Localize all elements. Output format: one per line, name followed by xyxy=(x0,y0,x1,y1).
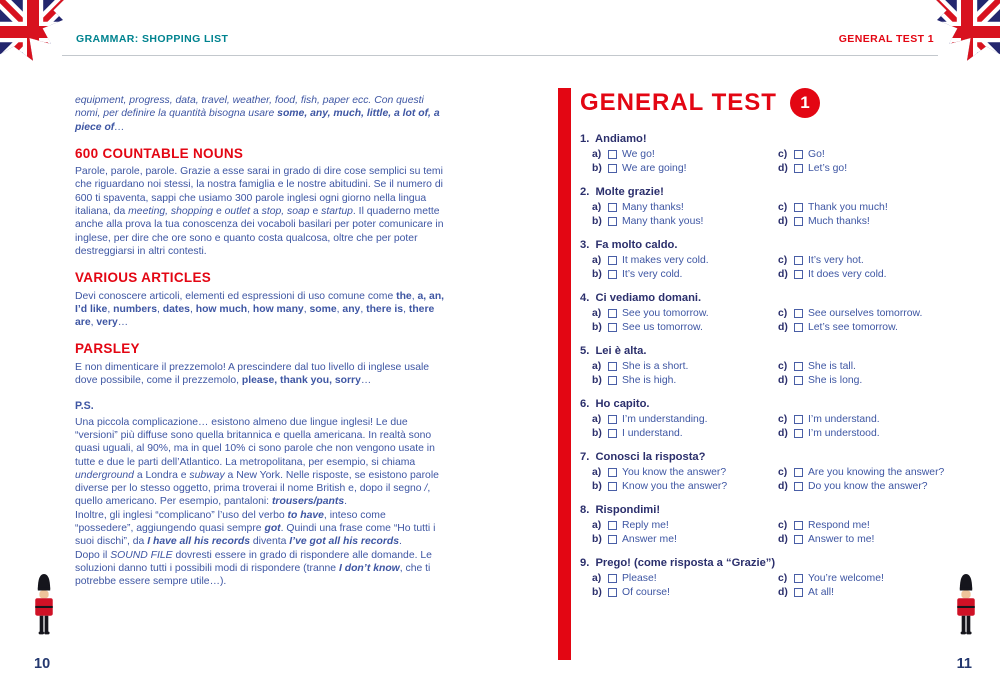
option-text: Go! xyxy=(808,149,825,160)
text-segment: , quello americano. Per esempio, pantaloni: xyxy=(75,483,431,508)
ps-paragraph xyxy=(75,416,446,509)
question-text: Ci vediamo domani. xyxy=(592,292,702,304)
text-segment: very xyxy=(96,317,118,329)
text-segment: E non dimenticare il prezzemolo! A prescindere dal tuo livello di inglese usale dove possibile, come il prezzemolo, xyxy=(75,361,430,387)
section-heading-countable-nouns: 600 COUNTABLE NOUNS xyxy=(75,145,244,161)
question-options xyxy=(580,573,938,598)
text-segment: a Londra e xyxy=(133,469,190,481)
text-segment: , che ti potrebbe essere sempre utile…). xyxy=(75,562,431,588)
answer-checkbox[interactable] xyxy=(608,468,617,477)
text-segment: , xyxy=(189,303,196,315)
question-number: 9. xyxy=(580,557,590,569)
option-label: d) xyxy=(778,163,788,174)
answer-checkbox[interactable] xyxy=(608,150,617,159)
option-text: It’s very cold. xyxy=(622,269,683,280)
answer-option xyxy=(592,163,778,174)
answer-checkbox[interactable] xyxy=(608,362,617,371)
text-segment: . Quindi una frase come “Ho tutti i suoi dischi”, da xyxy=(75,523,436,548)
union-jack-flag-icon xyxy=(0,0,70,68)
text-segment: diventa xyxy=(250,536,290,548)
text-segment: I’ve got all his records xyxy=(289,536,400,548)
answer-option xyxy=(778,573,938,584)
option-label: b) xyxy=(592,375,602,386)
text-segment: a xyxy=(250,206,262,218)
question-options xyxy=(580,361,938,386)
answer-checkbox[interactable] xyxy=(794,309,803,318)
option-text: You’re welcome! xyxy=(808,573,884,584)
answer-option xyxy=(592,534,778,545)
right-page xyxy=(580,88,945,610)
option-label: d) xyxy=(778,375,788,386)
question-block xyxy=(580,292,938,333)
text-segment: outlet xyxy=(224,206,251,218)
option-label: a) xyxy=(592,149,602,160)
question-block xyxy=(580,186,938,227)
option-label: a) xyxy=(592,414,602,425)
question-options xyxy=(580,414,938,439)
question-options xyxy=(580,202,938,227)
question-heading xyxy=(580,133,938,145)
text-segment: Dopo il xyxy=(75,549,111,561)
text-segment: , xyxy=(157,303,163,315)
option-text: Much thanks! xyxy=(808,216,870,227)
question-block xyxy=(580,398,938,439)
question-block xyxy=(580,504,938,545)
question-text: Conosci la risposta? xyxy=(592,451,706,463)
question-number: 2. xyxy=(580,186,590,198)
text-segment: SOUND FILE xyxy=(110,549,173,561)
answer-option xyxy=(592,255,778,266)
option-label: b) xyxy=(592,428,602,439)
answer-option xyxy=(778,361,938,372)
option-text: Many thank yous! xyxy=(622,216,704,227)
answer-checkbox[interactable] xyxy=(794,164,803,173)
text-segment: , xyxy=(411,290,418,302)
test-number-badge: 1 xyxy=(790,88,820,118)
option-label: a) xyxy=(592,308,602,319)
answer-checkbox[interactable] xyxy=(794,574,803,583)
option-label: a) xyxy=(592,573,602,584)
text-segment: some xyxy=(309,303,337,315)
text-segment: , xyxy=(360,303,367,315)
answer-option xyxy=(778,322,938,333)
text-segment: , xyxy=(403,303,409,315)
answer-checkbox[interactable] xyxy=(608,217,617,226)
question-text: Prego! (come risposta a “Grazie”) xyxy=(592,557,776,569)
text-segment: Inoltre, gli inglesi “complicano” l’uso del verbo xyxy=(75,509,288,521)
answer-checkbox[interactable] xyxy=(794,535,803,544)
ps-paragraph xyxy=(75,509,446,549)
option-label: c) xyxy=(778,467,788,478)
question-number: 7. xyxy=(580,451,590,463)
text-segment: a, an, I’d like xyxy=(75,290,445,315)
answer-option xyxy=(778,587,938,598)
option-text: It’s very hot. xyxy=(808,255,864,266)
text-segment: Parole, parole, parole. Grazie a esse sarai in grado di dire cose semplici su temi che riguardano noi stessi, la nostra famiglia e le nostre abitudini. Se il numero di 600 ti spaventa, sappi che usiamo 300 parole inglesi ogni giorno nella lingua italiana, da xyxy=(75,166,443,218)
text-segment: e xyxy=(309,206,322,218)
question-options xyxy=(580,467,945,492)
text-segment: … xyxy=(117,317,129,329)
text-segment: , inteso come “possedere”, aggiungendo quasi sempre xyxy=(75,509,386,535)
answer-checkbox[interactable] xyxy=(794,468,803,477)
text-segment: dovresti essere in grado di rispondere alle domande. Le soluzioni danno tutti i possibili modi di rispondere (tranne xyxy=(75,549,432,574)
queens-guard-icon xyxy=(949,572,983,644)
option-label: c) xyxy=(778,149,788,160)
section-body xyxy=(75,361,446,388)
question-heading xyxy=(580,186,938,198)
answer-checkbox[interactable] xyxy=(794,521,803,530)
answer-checkbox[interactable] xyxy=(794,588,803,597)
option-label: b) xyxy=(592,163,602,174)
option-text: She is a short. xyxy=(622,361,689,372)
answer-checkbox[interactable] xyxy=(794,376,803,385)
option-label: d) xyxy=(778,428,788,439)
answer-option xyxy=(592,414,778,425)
option-text: Are you knowing the answer? xyxy=(808,467,945,478)
text-segment: any xyxy=(342,303,361,315)
answer-option xyxy=(778,467,944,478)
answer-checkbox[interactable] xyxy=(608,415,617,424)
option-text: Let’s go! xyxy=(808,163,848,174)
option-label: d) xyxy=(778,587,788,598)
text-segment: got xyxy=(264,523,281,535)
question-block xyxy=(580,451,945,492)
question-block xyxy=(580,133,938,174)
question-heading xyxy=(580,504,938,516)
text-segment: … xyxy=(114,121,125,133)
option-text: See ourselves tomorrow. xyxy=(808,308,923,319)
answer-option xyxy=(592,216,778,227)
answer-option xyxy=(592,361,778,372)
queens-guard-icon xyxy=(27,572,61,644)
text-segment: , xyxy=(247,303,253,315)
text-segment: ecc. Con questi nomi, per definire la quantità bisogna usare xyxy=(75,95,424,120)
text-segment: startup xyxy=(321,206,353,218)
text-segment: I don’t know xyxy=(338,562,400,574)
option-text: I’m understood. xyxy=(808,428,880,439)
text-segment: how much xyxy=(195,303,248,315)
option-text: She is tall. xyxy=(808,361,856,372)
answer-option xyxy=(592,467,778,478)
question-text: Lei è alta. xyxy=(592,345,647,357)
answer-option xyxy=(778,149,938,160)
option-label: b) xyxy=(592,216,602,227)
text-segment: , xyxy=(90,317,97,329)
option-label: b) xyxy=(592,322,602,333)
answer-option xyxy=(592,573,778,584)
answer-checkbox[interactable] xyxy=(608,323,617,332)
answer-checkbox[interactable] xyxy=(608,429,617,438)
text-segment: how many xyxy=(252,303,304,315)
option-label: c) xyxy=(778,520,788,531)
option-text: We are going! xyxy=(622,163,687,174)
option-label: d) xyxy=(778,534,788,545)
text-segment: … xyxy=(360,375,372,387)
option-text: She is high. xyxy=(622,375,677,386)
question-text: Fa molto caldo. xyxy=(592,239,678,251)
answer-checkbox[interactable] xyxy=(608,164,617,173)
answer-option xyxy=(778,428,938,439)
answer-option xyxy=(592,520,778,531)
question-options xyxy=(580,255,938,280)
option-label: b) xyxy=(592,481,602,492)
answer-checkbox[interactable] xyxy=(794,203,803,212)
question-options xyxy=(580,520,938,545)
text-segment: , xyxy=(303,303,310,315)
answer-option xyxy=(592,322,778,333)
option-label: a) xyxy=(592,520,602,531)
header-divider xyxy=(62,55,938,56)
answer-checkbox[interactable] xyxy=(608,521,617,530)
option-label: d) xyxy=(778,481,788,492)
running-head-left: GRAMMAR: SHOPPING LIST xyxy=(76,33,229,45)
answer-checkbox[interactable] xyxy=(794,217,803,226)
left-page xyxy=(75,94,446,589)
option-label: d) xyxy=(778,269,788,280)
intro-paragraph xyxy=(75,94,446,134)
answer-checkbox[interactable] xyxy=(608,309,617,318)
option-text: We go! xyxy=(622,149,655,160)
text-segment: equipment, progress, data, travel, weather, food, fish, paper xyxy=(75,95,350,106)
text-segment: I have all his records xyxy=(147,536,251,548)
text-segment: . Il quaderno mette anche alla prova la tua conoscenza dei vocaboli basilari per poter comunicare in inglese, per dire che ore sono e quanto costa qualcosa, oltre che per poter destreggiarsi in altri contesti. xyxy=(75,206,444,257)
answer-option xyxy=(778,216,938,227)
question-heading xyxy=(580,398,938,410)
ps-paragraph xyxy=(75,549,446,589)
option-text: See us tomorrow. xyxy=(622,322,703,333)
answer-checkbox[interactable] xyxy=(794,415,803,424)
answer-option xyxy=(592,587,778,598)
question-heading xyxy=(580,292,938,304)
option-text: Answer me! xyxy=(622,534,677,545)
answer-option xyxy=(778,255,938,266)
option-text: Please! xyxy=(622,573,657,584)
answer-option xyxy=(778,534,938,545)
option-text: I’m understanding. xyxy=(622,414,708,425)
option-label: d) xyxy=(778,216,788,227)
question-number: 6. xyxy=(580,398,590,410)
answer-checkbox[interactable] xyxy=(608,270,617,279)
option-text: Respond me! xyxy=(808,520,870,531)
question-heading xyxy=(580,557,938,569)
option-text: You know the answer? xyxy=(622,467,727,478)
union-jack-flag-icon xyxy=(930,0,1000,68)
option-text: At all! xyxy=(808,587,834,598)
answer-checkbox[interactable] xyxy=(794,482,803,491)
text-segment: Una piccola complicazione… esistono almeno due lingue inglesi! Le due “versioni” più diffuse sono quella britannica e quella americana. In realtà sono quasi uguali, al 90%, ma in quel 10% ci sono parole che non vengono usate in tutte e due le parti dell’Atlantico. La metropolitana, per esempio, si chiama xyxy=(75,416,435,468)
option-text: It makes very cold. xyxy=(622,255,709,266)
text-segment: the xyxy=(396,290,412,302)
answer-option xyxy=(592,149,778,160)
option-label: c) xyxy=(778,308,788,319)
answer-checkbox[interactable] xyxy=(608,588,617,597)
question-heading xyxy=(580,239,938,251)
question-number: 5. xyxy=(580,345,590,357)
answer-checkbox[interactable] xyxy=(794,362,803,371)
text-segment: . xyxy=(344,496,348,508)
option-text: Know you the answer? xyxy=(622,481,728,492)
page-number-right: 11 xyxy=(956,656,972,672)
text-segment: underground xyxy=(75,469,134,481)
option-text: I’m understand. xyxy=(808,414,880,425)
option-text: Reply me! xyxy=(622,520,669,531)
option-label: b) xyxy=(592,587,602,598)
question-number: 8. xyxy=(580,504,590,516)
question-options xyxy=(580,308,938,333)
option-text: Let’s see tomorrow. xyxy=(808,322,898,333)
text-segment: some, any, much, little, a lot of, a piece of xyxy=(75,108,440,133)
answer-checkbox[interactable] xyxy=(794,323,803,332)
option-label: c) xyxy=(778,573,788,584)
option-label: a) xyxy=(592,361,602,372)
text-segment: meeting, shopping xyxy=(128,206,214,218)
answer-option xyxy=(592,202,778,213)
answer-checkbox[interactable] xyxy=(794,429,803,438)
answer-option xyxy=(592,481,778,492)
answer-option xyxy=(592,428,778,439)
answer-option xyxy=(778,375,938,386)
answer-option xyxy=(778,414,938,425)
question-number: 1. xyxy=(580,133,590,145)
question-block xyxy=(580,557,938,598)
question-block xyxy=(580,239,938,280)
text-segment: stop, soap xyxy=(261,206,310,218)
answer-checkbox[interactable] xyxy=(608,256,617,265)
answer-option xyxy=(592,308,778,319)
option-text: I understand. xyxy=(622,428,683,439)
ps-title: P.S. xyxy=(75,400,94,413)
option-label: d) xyxy=(778,322,788,333)
answer-checkbox[interactable] xyxy=(608,376,617,385)
option-text: Many thanks! xyxy=(622,202,684,213)
option-label: c) xyxy=(778,361,788,372)
section-heading-various-articles: VARIOUS ARTICLES xyxy=(75,270,212,286)
text-segment: , xyxy=(336,303,343,315)
test-title-row xyxy=(580,88,938,118)
option-label: b) xyxy=(592,534,602,545)
question-heading xyxy=(580,345,938,357)
accent-bar xyxy=(558,88,571,660)
text-segment: trousers/pants xyxy=(271,496,345,508)
question-text: Molte grazie! xyxy=(592,186,664,198)
answer-checkbox[interactable] xyxy=(608,482,617,491)
text-segment: . xyxy=(399,536,402,548)
option-label: c) xyxy=(778,255,788,266)
section-heading-parsley: PARSLEY xyxy=(75,341,140,357)
answer-checkbox[interactable] xyxy=(608,535,617,544)
question-text: Andiamo! xyxy=(592,133,647,145)
section-body xyxy=(75,165,446,258)
option-text: It does very cold. xyxy=(808,269,887,280)
option-text: Of course! xyxy=(622,587,670,598)
text-segment: , xyxy=(107,303,114,315)
question-options xyxy=(580,149,938,174)
option-text: Answer to me! xyxy=(808,534,875,545)
question-heading xyxy=(580,451,938,463)
questions-list xyxy=(580,133,945,598)
text-segment: please, thank you, sorry xyxy=(241,375,361,387)
option-label: c) xyxy=(778,414,788,425)
text-segment: to have xyxy=(287,509,324,521)
question-block xyxy=(580,345,938,386)
section-body xyxy=(75,290,446,330)
question-text: Rispondimi! xyxy=(592,504,661,516)
text-segment: numbers xyxy=(113,303,158,315)
text-segment: a New York. Nelle risposte, se esistono parole diverse per lo stesso oggetto, prima troverai il nome British e, dopo il segno xyxy=(75,469,439,495)
page-number-left: 10 xyxy=(34,656,51,672)
answer-option xyxy=(778,163,938,174)
option-label: c) xyxy=(778,202,788,213)
question-number: 3. xyxy=(580,239,590,251)
answer-option xyxy=(778,202,938,213)
answer-checkbox[interactable] xyxy=(608,203,617,212)
question-text: Ho capito. xyxy=(592,398,650,410)
text-segment: dates xyxy=(162,303,190,315)
text-segment: Devi conoscere articoli, elementi ed espressioni di uso comune come xyxy=(75,290,397,302)
answer-option xyxy=(778,269,938,280)
running-head-right: GENERAL TEST 1 xyxy=(838,33,934,45)
answer-checkbox[interactable] xyxy=(794,150,803,159)
text-segment: / xyxy=(424,483,428,495)
option-text: She is long. xyxy=(808,375,863,386)
option-label: a) xyxy=(592,255,602,266)
option-label: a) xyxy=(592,202,602,213)
text-segment: e xyxy=(213,206,225,218)
test-title: GENERAL TEST xyxy=(580,89,777,116)
option-text: Do you know the answer? xyxy=(808,481,928,492)
answer-option xyxy=(778,520,938,531)
option-text: See you tomorrow. xyxy=(622,308,709,319)
question-number: 4. xyxy=(580,292,590,304)
option-text: Thank you much! xyxy=(808,202,888,213)
answer-option xyxy=(592,269,778,280)
answer-checkbox[interactable] xyxy=(794,270,803,279)
option-label: b) xyxy=(592,269,602,280)
text-segment: there are xyxy=(75,303,435,329)
answer-option xyxy=(592,375,778,386)
option-label: a) xyxy=(592,467,602,478)
text-segment: subway xyxy=(189,469,225,481)
answer-checkbox[interactable] xyxy=(794,256,803,265)
answer-checkbox[interactable] xyxy=(608,574,617,583)
answer-option xyxy=(778,308,938,319)
text-segment: there is xyxy=(366,303,404,315)
answer-option xyxy=(778,481,944,492)
